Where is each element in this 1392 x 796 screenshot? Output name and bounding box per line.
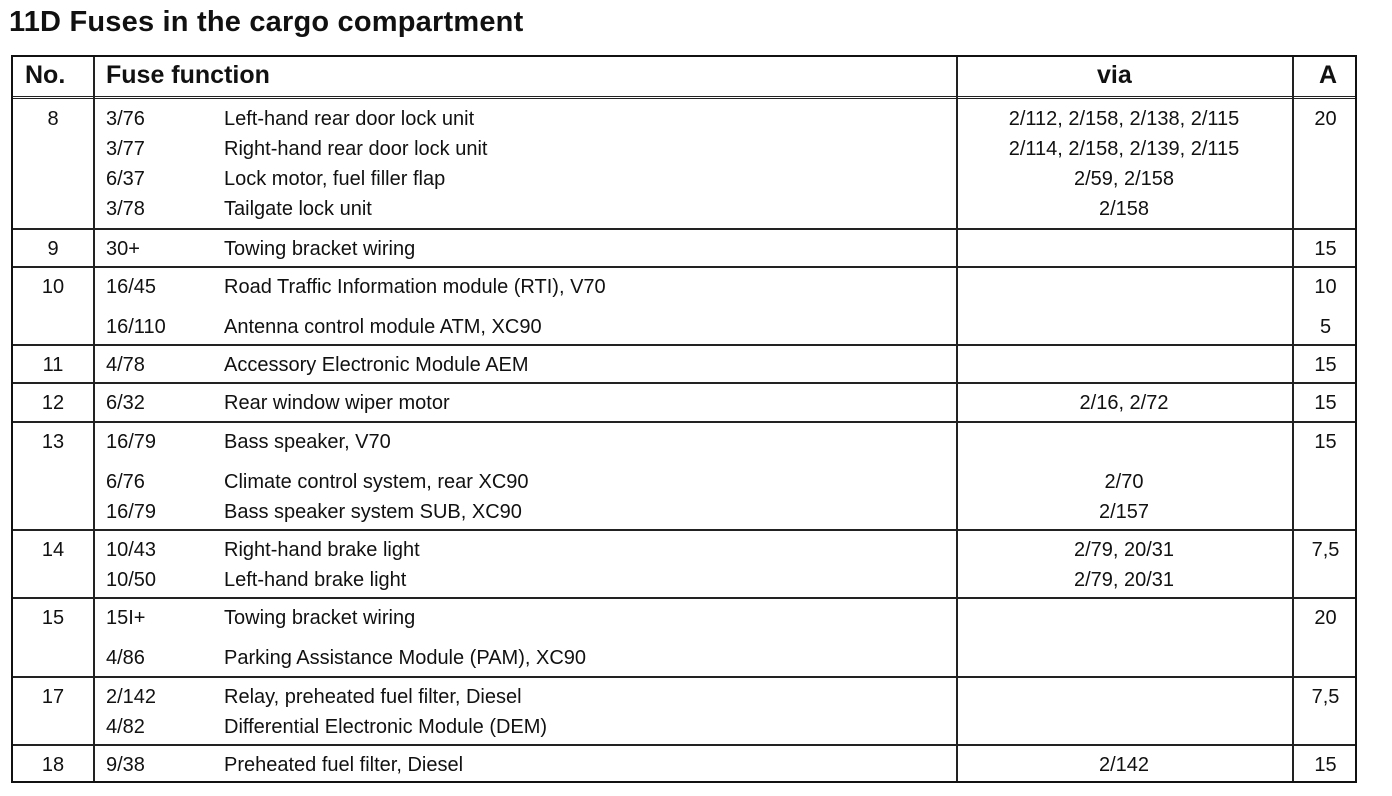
- fuse-function-text: Right-hand brake light: [224, 539, 420, 561]
- fuse-function-text: Right-hand rear door lock unit: [224, 138, 488, 160]
- component-id: 16/45: [106, 276, 157, 298]
- fuse-number: 14: [41, 539, 65, 561]
- amperage: 15: [1314, 754, 1337, 776]
- fuse-function-text: Bass speaker system SUB, XC90: [224, 501, 522, 523]
- row-divider: [13, 344, 1355, 346]
- fuse-function-text: Bass speaker, V70: [224, 431, 391, 453]
- fuse-function-text: Tailgate lock unit: [224, 198, 372, 220]
- fuse-number: 17: [41, 686, 65, 708]
- component-id: 6/76: [106, 471, 145, 493]
- header-fuse-function: Fuse function: [106, 61, 270, 89]
- header-divider: [13, 96, 1355, 99]
- component-id: 15I+: [106, 607, 146, 629]
- fuse-function-text: Parking Assistance Module (PAM), XC90: [224, 647, 587, 669]
- fuse-number: 15: [41, 607, 65, 629]
- row-divider: [13, 676, 1355, 678]
- component-id: 16/110: [106, 316, 166, 338]
- header-amp: A: [1319, 61, 1338, 89]
- column-divider: [956, 57, 958, 781]
- header-via: via: [1097, 61, 1132, 89]
- via-connections: 2/79, 20/31: [1073, 539, 1175, 561]
- amperage: 10: [1314, 276, 1337, 298]
- component-id: 4/82: [106, 716, 145, 738]
- fuse-function-text: Accessory Electronic Module AEM: [224, 354, 529, 376]
- amperage: 15: [1314, 238, 1337, 260]
- component-id: 10/50: [106, 569, 157, 591]
- fuse-function-text: Rear window wiper motor: [224, 392, 450, 414]
- amperage: 20: [1314, 607, 1337, 629]
- component-id: 16/79: [106, 501, 157, 523]
- amperage: 20: [1314, 108, 1337, 130]
- via-connections: 2/112, 2/158, 2/138, 2/115: [1008, 108, 1240, 130]
- fuse-number: 9: [47, 238, 59, 260]
- component-id: 4/86: [106, 647, 145, 669]
- fuse-function-text: Preheated fuel filter, Diesel: [224, 754, 464, 776]
- fuse-function-text: Differential Electronic Module (DEM): [224, 716, 548, 738]
- amperage: 15: [1314, 392, 1337, 414]
- header-no: No.: [25, 61, 66, 89]
- row-divider: [13, 744, 1355, 746]
- fuse-function-text: Antenna control module ATM, XC90: [224, 316, 542, 338]
- component-id: 10/43: [106, 539, 157, 561]
- via-connections: 2/142: [1098, 754, 1150, 776]
- via-connections: 2/157: [1098, 501, 1150, 523]
- fuse-function-text: Relay, preheated fuel filter, Diesel: [224, 686, 522, 708]
- fuse-function-text: Climate control system, rear XC90: [224, 471, 529, 493]
- row-divider: [13, 421, 1355, 423]
- component-id: 3/77: [106, 138, 145, 160]
- via-connections: 2/70: [1104, 471, 1144, 493]
- via-connections: 2/158: [1098, 198, 1150, 220]
- amperage: 7,5: [1311, 686, 1340, 708]
- via-connections: 2/79, 20/31: [1073, 569, 1175, 591]
- via-connections: 2/59, 2/158: [1073, 168, 1175, 190]
- component-id: 9/38: [106, 754, 145, 776]
- fuse-number: 18: [41, 754, 65, 776]
- fuse-function-text: Towing bracket wiring: [224, 607, 416, 629]
- amperage: 15: [1314, 431, 1337, 453]
- row-divider: [13, 529, 1355, 531]
- component-id: 16/79: [106, 431, 157, 453]
- page-title: 11D Fuses in the cargo compartment: [9, 6, 524, 38]
- fuse-function-text: Left-hand brake light: [224, 569, 407, 591]
- via-connections: 2/16, 2/72: [1079, 392, 1169, 414]
- fuse-function-text: Road Traffic Information module (RTI), V70: [224, 276, 606, 298]
- fuse-number: 8: [47, 108, 59, 130]
- fuse-number: 11: [42, 354, 64, 376]
- amperage: 5: [1319, 316, 1332, 338]
- row-divider: [13, 228, 1355, 230]
- fuse-table: [11, 55, 1357, 783]
- fuse-function-text: Left-hand rear door lock unit: [224, 108, 475, 130]
- component-id: 2/142: [106, 686, 157, 708]
- via-connections: 2/114, 2/158, 2/139, 2/115: [1008, 138, 1240, 160]
- row-divider: [13, 382, 1355, 384]
- component-id: 6/37: [106, 168, 145, 190]
- fuse-function-text: Towing bracket wiring: [224, 238, 416, 260]
- fuse-number: 10: [41, 276, 65, 298]
- column-divider: [93, 57, 95, 781]
- component-id: 4/78: [106, 354, 145, 376]
- amperage: 7,5: [1311, 539, 1340, 561]
- component-id: 3/78: [106, 198, 145, 220]
- component-id: 3/76: [106, 108, 145, 130]
- fuse-number: 12: [41, 392, 65, 414]
- row-divider: [13, 266, 1355, 268]
- column-divider: [1292, 57, 1294, 781]
- row-divider: [13, 597, 1355, 599]
- fuse-function-text: Lock motor, fuel filler flap: [224, 168, 446, 190]
- component-id: 30+: [106, 238, 140, 260]
- amperage: 15: [1314, 354, 1337, 376]
- fuse-number: 13: [41, 431, 65, 453]
- component-id: 6/32: [106, 392, 145, 414]
